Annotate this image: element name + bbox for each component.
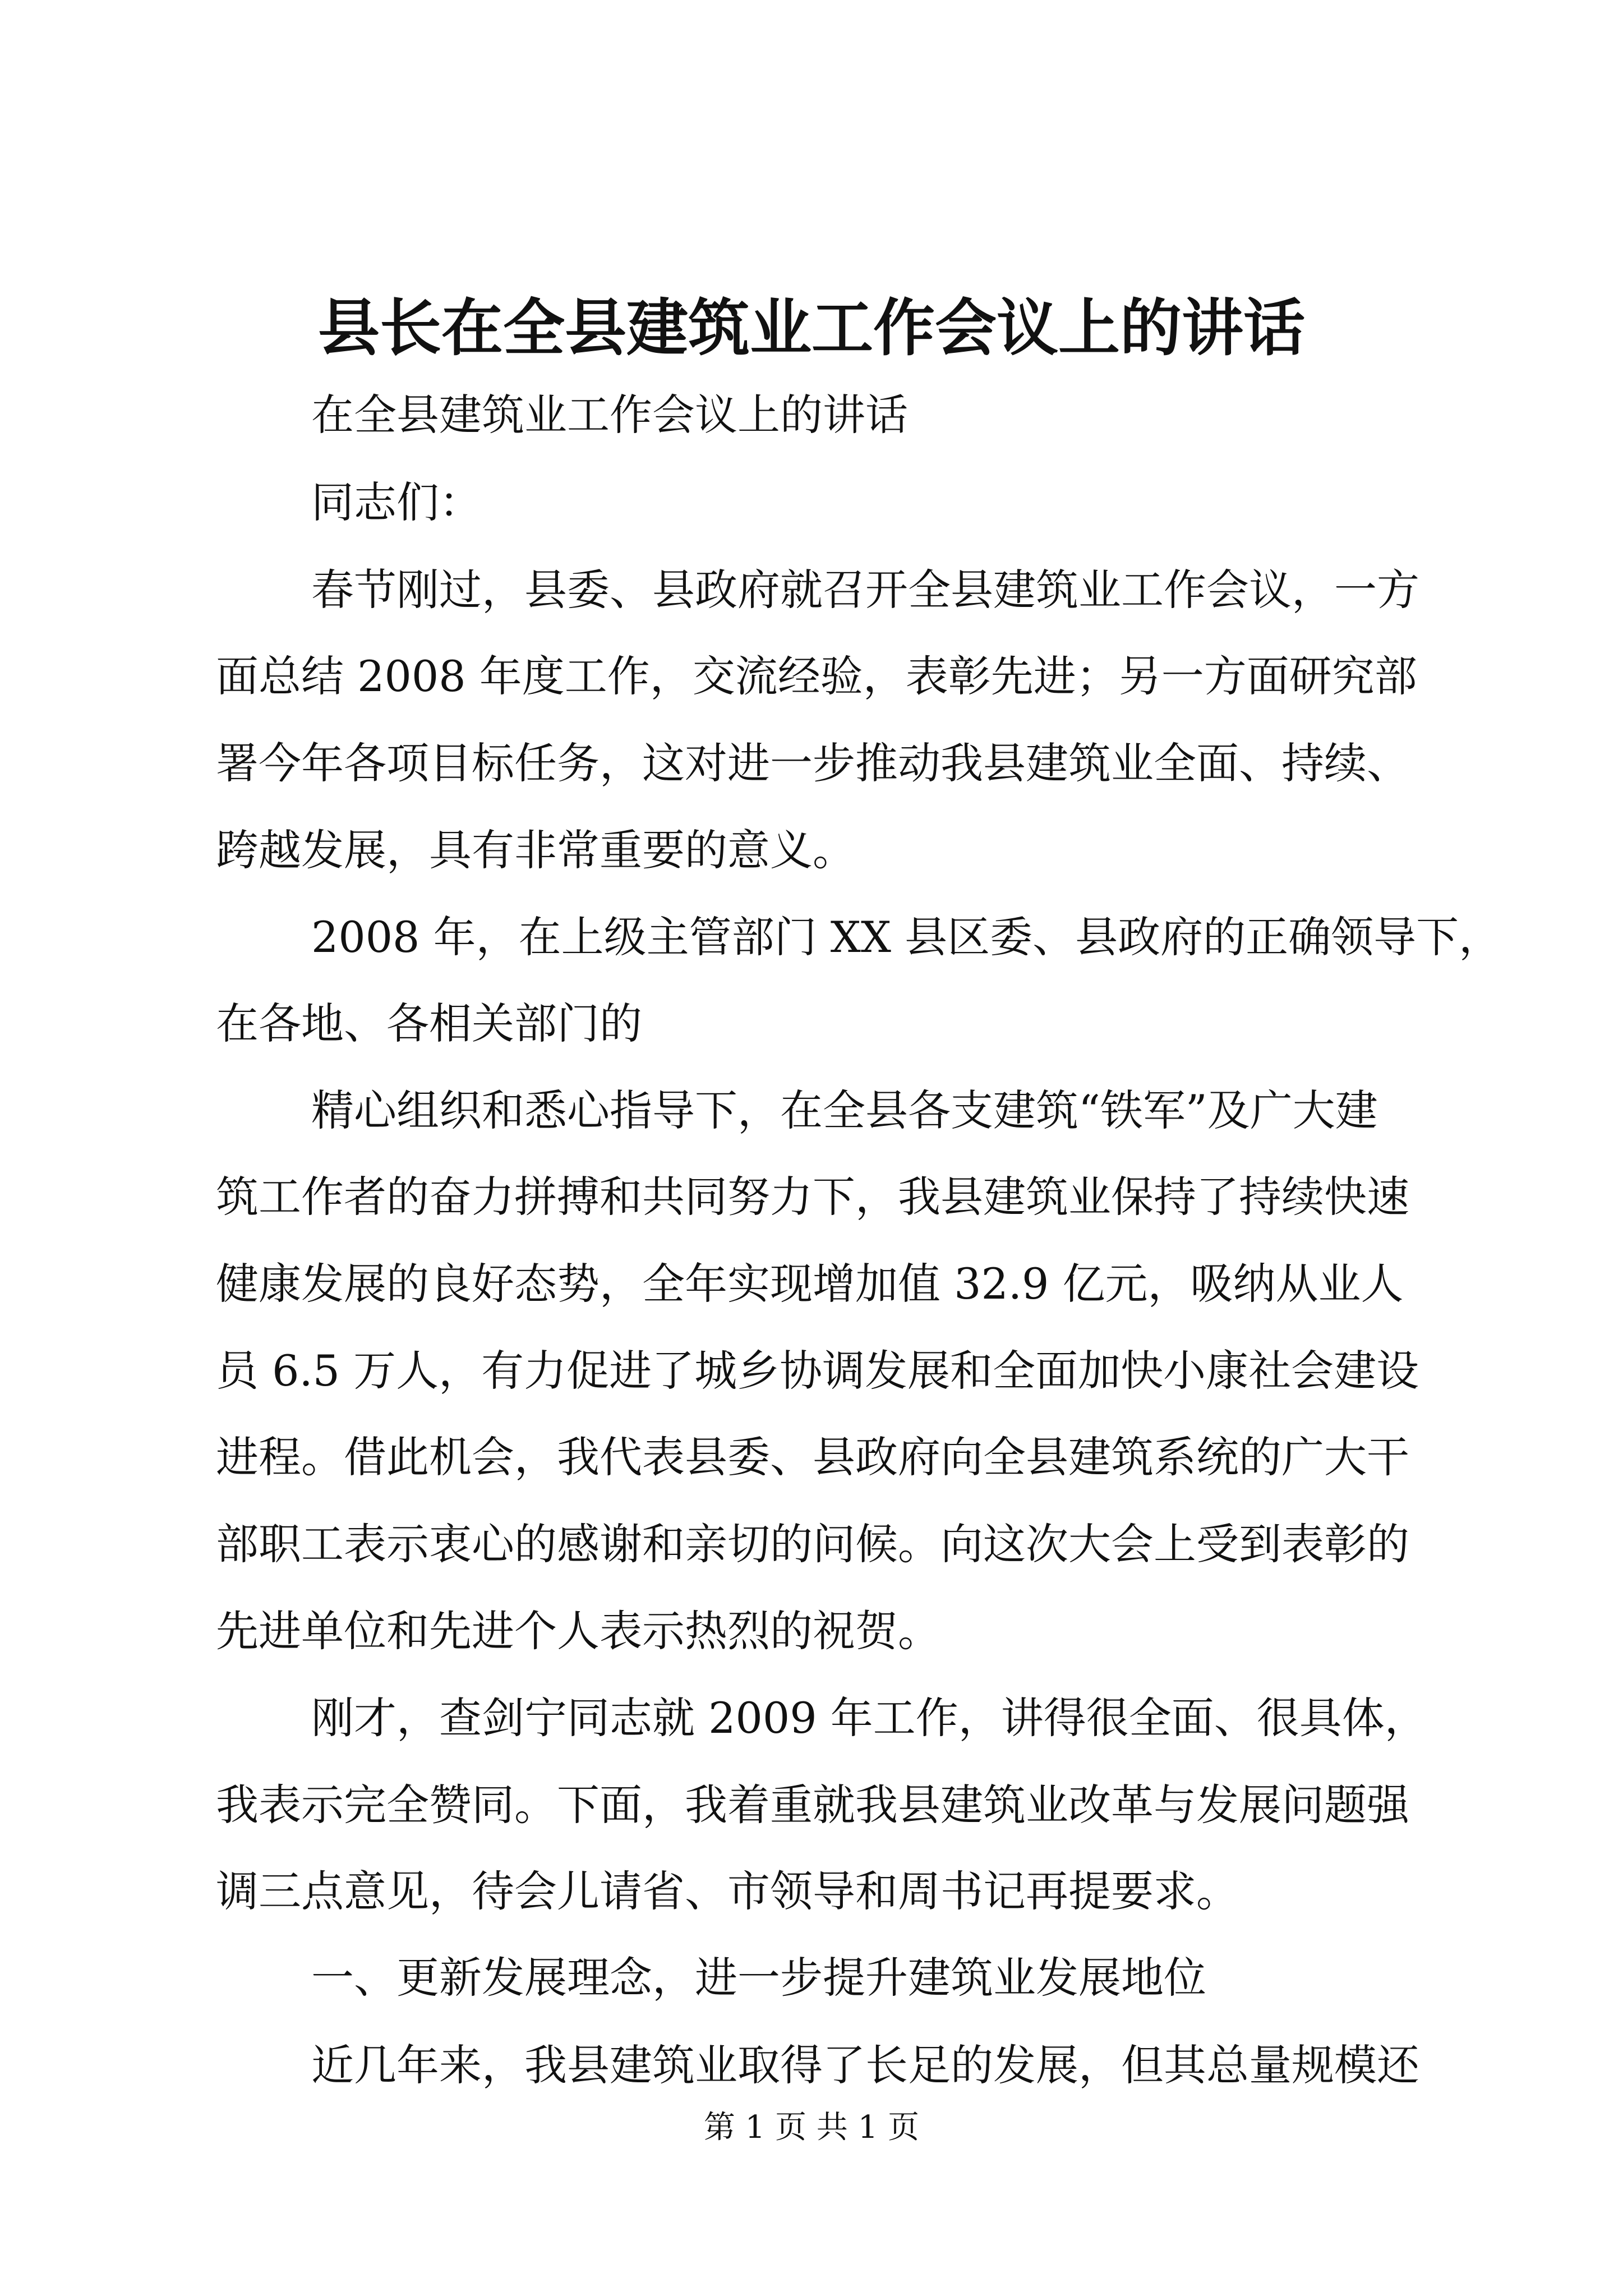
paragraph-line: 筑工作者的奋力拼搏和共同努力下，我县建筑业保持了持续快速 xyxy=(216,1172,1409,1222)
paragraph-line: 先进单位和先进个人表示热烈的祝贺。 xyxy=(216,1606,940,1656)
paragraph-line: 部职工表示衷心的感谢和亲切的问候。向这次大会上受到表彰的 xyxy=(216,1519,1409,1569)
salutation-line: 同志们： xyxy=(311,477,482,527)
paragraph-line: 在各地、各相关部门的 xyxy=(216,999,642,1048)
paragraph-line: 跨越发展，具有非常重要的意义。 xyxy=(216,825,855,875)
paragraph-line: 调三点意见，待会儿请省、市领导和周书记再提要求。 xyxy=(216,1866,1239,1916)
subtitle-line: 在全县建筑业工作会议上的讲话 xyxy=(311,390,908,440)
document-title: 县长在全县建筑业工作会议上的讲话 xyxy=(318,292,1305,364)
paragraph-line: 进程。借此机会，我代表县委、县政府向全县建筑系统的广大干 xyxy=(216,1432,1409,1482)
section-heading: 一、更新发展理念，进一步提升建筑业发展地位 xyxy=(311,1953,1206,2003)
paragraph-line: 我表示完全赞同。下面，我着重就我县建筑业改革与发展问题强 xyxy=(216,1780,1409,1830)
paragraph-line: 刚才，查剑宁同志就 2009 年工作，讲得很全面、很具体， xyxy=(311,1693,1427,1743)
paragraph-line: 近几年来，我县建筑业取得了长足的发展，但其总量规模还 xyxy=(311,2040,1419,2090)
page-footer: 第 1 页 共 1 页 xyxy=(703,2109,920,2146)
paragraph-line: 春节刚过，县委、县政府就召开全县建筑业工作会议，一方 xyxy=(311,565,1419,615)
paragraph-line: 员 6.5 万人，有力促进了城乡协调发展和全面加快小康社会建设 xyxy=(216,1346,1419,1396)
paragraph-line: 署今年各项目标任务，这对进一步推动我县建筑业全面、持续、 xyxy=(216,738,1409,788)
paragraph-line: 面总结 2008 年度工作，交流经验，表彰先进；另一方面研究部 xyxy=(216,651,1417,701)
paragraph-line: 精心组织和悉心指导下，在全县各支建筑“铁军”及广大建 xyxy=(311,1085,1378,1135)
paragraph-line: 2008 年，在上级主管部门 XX 县区委、县政府的正确领导下， xyxy=(311,912,1502,962)
paragraph-line: 健康发展的良好态势，全年实现增加值 32.9 亿元，吸纳从业人 xyxy=(216,1259,1404,1309)
